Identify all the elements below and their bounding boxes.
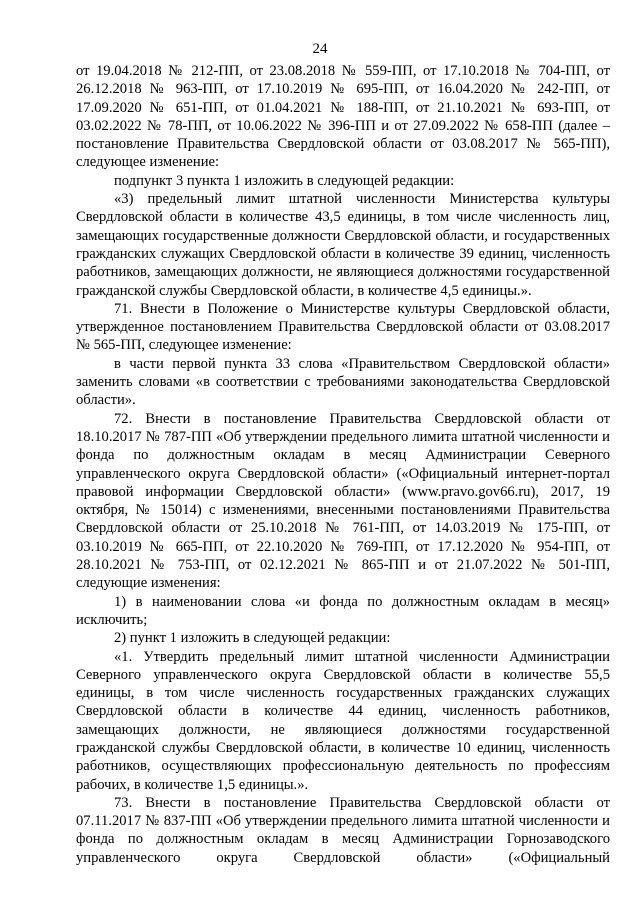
paragraph-item-72-change-2: 2) пункт 1 изложить в следующей редакции: [114,630,391,647]
paragraph-item-72-change-1: 1) в наименовании слова «и фонда по должностным окладам в месяц» исключить; [76,593,610,628]
paragraph-amendments-list: от 19.04.2018 № 212-ПП, от 23.08.2018 № 559-ПП, от 17.10.2018 № 704-ПП, от 26.12.2018 № 963-ПП, от 17.10.2019 № 695-ПП, от 16.04.2020 № 242-ПП, от 17.09.2020 № 651-ПП, от 01.04.2021 № 188-ПП, от 21.10.2021 № 693-ПП, от 03.02.2022 № 78-ПП, от 10.06.2022 № 396-ПП и от 27.09.2022 № 658-ПП (далее – постановление Правительства Свердловской области от 03.08.2017 № 565-ПП), следующее изменение: [76,63,610,171]
document-body [76,62,610,867]
paragraph-item-71-change: в части первой пункта 33 слова «Правительством Свердловской области» заменить словами «в соответствии с требованиями законодательства Свердловской области». [76,355,610,409]
page-number: 24 [312,41,328,57]
paragraph-item-72: 72. Внести в постановление Правительства Свердловской области от 18.10.2017 № 787-ПП «Об утверждении предельного лимита штатной численности и фонда по должностным окладам в месяц Администрации Северного управленческого округа Свердловской области» («Официальный интернет-портал правовой информации Свердловской области» (www.pravo.gov66.ru), 2017, 19 октября, № 15014) с изменениями, внесенными постановлениями Правительства Свердловской области от 25.10.2018 № 761-ПП, от 14.03.2019 № 175-ПП, от 03.10.2019 № 665-ПП, от 22.10.2020 № 769-ПП, от 17.12.2020 № 954-ПП, от 28.10.2021 № 753-ПП, от 02.12.2021 № 865-ПП и от 21.07.2022 № 501-ПП, следующие изменения: [76,410,610,592]
paragraph-item-73: 73. Внести в постановление Правительства Свердловской области от 07.11.2017 № 837-ПП «Об утверждении предельного лимита штатной численности и фонда по должностным окладам в месяц Администрации Горнозаводского управленческого округа Свердловской области» («Официальный [76,794,610,866]
paragraph-item-71: 71. Внести в Положение о Министерстве культуры Свердловской области, утвержденное постановлением Правительства Свердловской области от 03.08.2017 № 565-ПП, следующее изменение: [76,300,610,354]
paragraph-subpoint-3-text: «3) предельный лимит штатной численности Министерства культуры Свердловской области в количестве 43,5 единицы, в том числе численность лиц, замещающих государственные должности Свердловской области, и государственных гражданских служащих Свердловской области в количестве 39 единиц, численность работников, замещающих должности, не являющиеся должностями государственной гражданской службы Свердловской области, в количестве 4,5 единицы.». [76,191,610,299]
paragraph-item-72-point-1-text: «1. Утвердить предельный лимит штатной численности Администрации Северного управленческого округа Свердловской области в количестве 55,5 единицы, в том числе численность государственных гражданских служащих Свердловской области в количестве 44 единиц, численность работников, замещающих должности, не являющиеся должностями государственной гражданской службы Свердловской области, в количестве 10 единиц, численность работников, осуществляющих профессиональную деятельность по профессиям рабочих, в количестве 1,5 единицы.». [76,648,610,793]
paragraph-subpoint-3-intro: подпункт 3 пункта 1 изложить в следующей редакции: [114,172,455,189]
